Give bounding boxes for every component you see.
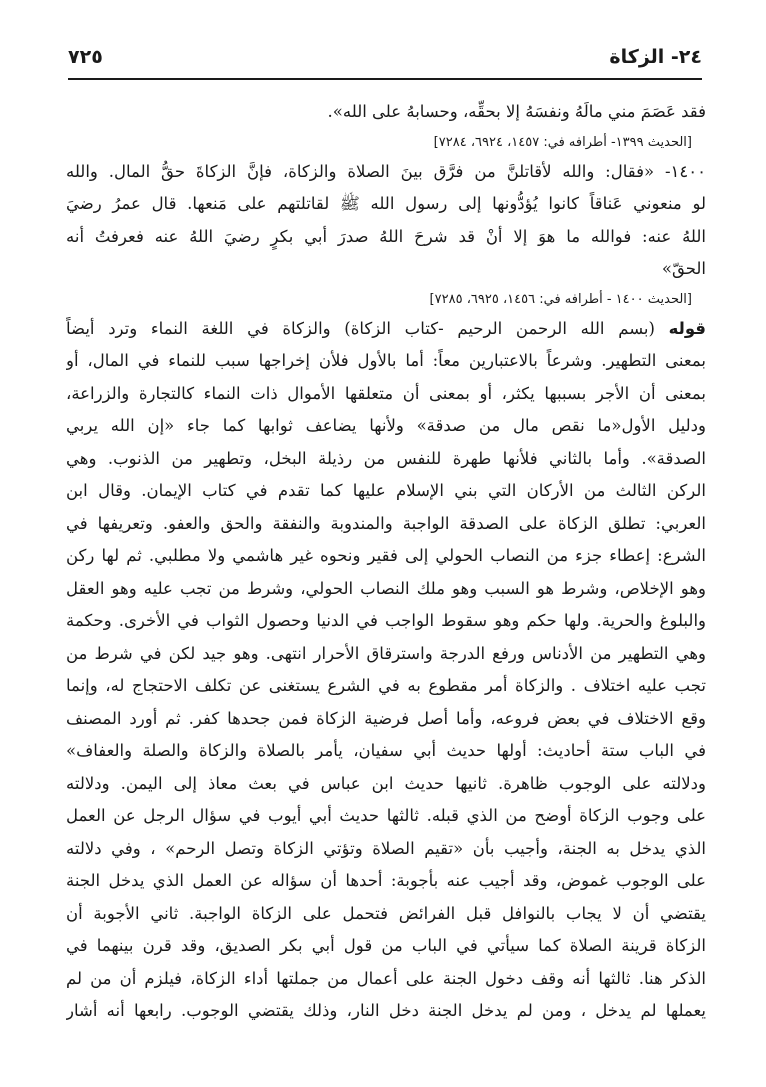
line-text: وهو الإخلاص، وشرط هو السبب وهو ملك النصاب الحولي، وشرط من تجب عليه وهو العقل	[66, 578, 706, 598]
line-text: يعملها لم يدخل ، ومن لم يدخل الجنة دخل النار، وذلك يقتضي الوجوب. رابعها أنه أشار	[66, 1001, 706, 1020]
text-line	[66, 638, 706, 671]
line-text: (بسم الله الرحمن الرحيم -كتاب الزكاة) والزكاة في اللغة النماء وترد أيضاً	[66, 318, 669, 338]
text-line	[66, 800, 706, 833]
text-line	[66, 865, 706, 898]
line-text: وقع الاختلاف في بعض فروعه، وأما أصل فرضية الزكاة فمن جحدها كفر. ثم أورد المصنف	[66, 708, 706, 728]
text-line	[66, 475, 706, 508]
header-rule	[68, 78, 702, 80]
line-text: الذكر هنا. ثالثها أنه وقف دخول الجنة على أعمال من جملتها أداء الزكاة، فيلزم أن من لم	[66, 968, 706, 988]
line-text: الزكاة قرينة الصلاة كما سيأتي في الباب من قول أبي بكر الصديق، وقد قرن بينهما في	[66, 936, 706, 955]
line-text: ودلالته على الوجوب ظاهرة. ثانيها حديث ابن عباس في بعث معاذ إلى اليمن. ودلالته	[66, 773, 706, 793]
text-line	[66, 573, 706, 606]
text-line	[66, 833, 706, 866]
body-text	[66, 96, 706, 1028]
text-line	[66, 410, 706, 443]
text-line	[66, 963, 706, 996]
line-text: والبلوغ والحرية. ولها حكم وهو سقوط الواجب في الدنيا وحصول الثواب في الأخرى. وحكمة	[66, 611, 706, 630]
line-text: [الحديث ١٤٠٠ - أطرافه في: ١٤٥٦، ٦٩٢٥، ٧٢٨٥]	[429, 291, 692, 307]
text-line	[66, 735, 706, 768]
line-text: فقد عَصَمَ مني مالَهُ ونفسَهُ إلا بحقِّه، وحسابهُ على الله».	[327, 102, 706, 121]
text-line	[66, 156, 706, 189]
line-text: الشرع: إعطاء جزء من النصاب الحولي إلى فقير ونحوه غير هاشمي ولا مطلبي. ثم لها ركن	[66, 546, 706, 565]
line-text: بمعنى التطهير. وشرعاً بالاعتبارين معاً: أما بالأول فلأن إخراجها سبب للنماء في المال، أو	[66, 351, 706, 370]
page-number: ٧٢٥	[68, 46, 103, 68]
line-text: لو منعوني عَناقاً كانوا يُؤدُّونها إلى رسول الله ﷺ لقاتلتهم على مَنعها. قال عمرُ رضيَ	[66, 194, 706, 213]
text-line	[66, 605, 706, 638]
text-line	[66, 253, 706, 286]
text-line	[66, 221, 706, 254]
line-text: في الباب ستة أحاديث: أولها حديث أبي سفيان، يأمر بالصلاة والزكاة والصلة والعفاف»	[66, 741, 706, 760]
text-line	[66, 345, 706, 378]
text-line	[66, 670, 706, 703]
text-line	[66, 96, 706, 129]
text-line	[66, 188, 706, 221]
line-text: اللهُ عنه: فوالله ما هوَ إلا أنْ قد شرحَ اللهُ صدرَ أبي بكرٍ رضيَ اللهُ عنه فعرفتُ أنه	[66, 226, 706, 246]
line-text: على وجوب الزكاة أوضح من الذي قبله. ثالثها حديث أبي أيوب في سؤال الرجل عن العمل	[66, 806, 706, 825]
text-line	[66, 443, 706, 476]
line-text: الذي يدخل به الجنة، وأجيب بأن «تقيم الصلاة وتؤتي الزكاة وتصل الرحم» ، وفي دلالته	[66, 838, 706, 858]
line-text: يقتضي أن لا يجاب بالنوافل قبل الفرائض فتحمل على الزكاة الواجبة. ثاني الأجوبة أن	[66, 903, 706, 923]
text-line	[66, 898, 706, 931]
text-line	[66, 313, 706, 346]
text-line	[66, 703, 706, 736]
line-text: العربي: تطلق الزكاة على الصدقة الواجبة والمندوبة والنفقة والحق والعفو. وتعريفها في	[66, 513, 706, 533]
text-line	[66, 540, 706, 573]
text-line	[66, 930, 706, 963]
line-text: الركن الثالث من الأركان التي بني الإسلام عليها كما تقدم في كتاب الإيمان. وقال ابن	[66, 481, 706, 500]
text-line	[66, 995, 706, 1028]
line-text: الحقّ»	[661, 259, 706, 278]
hadith-reference	[66, 286, 706, 313]
line-text: وهي التطهير من الأدناس ورفع الدرجة واسترقاق الأحرار انتهى. وهو جيد لكن في شرط من	[66, 643, 706, 663]
page-header	[68, 44, 702, 80]
text-line	[66, 768, 706, 801]
hadith-reference	[66, 129, 706, 156]
chapter-title: ٢٤- الزكاة	[609, 46, 702, 68]
text-line	[66, 378, 706, 411]
line-text: على الوجوب غموض، وقد أجيب عنه بأجوبة: أحدها أن سؤاله عن العمل الذي يدخل الجنة	[66, 871, 706, 890]
line-text: ودليل الأول«ما نقص مال من صدقة» ولأنها يضاعف ثوابها كما جاء «إن الله يربي	[66, 416, 706, 435]
line-text: بمعنى أن الأجر بسببها يكثر، أو بمعنى أن متعلقها الأموال ذات النماء كالتجارة والزراعة،	[66, 383, 706, 403]
line-text: الصدقة». وأما بالثاني فلأنها طهرة للنفس من رذيلة البخل، وتطهير من الذنوب. وهي	[66, 448, 706, 468]
lead-word: قوله	[668, 318, 706, 338]
line-text: تجب عليه اختلاف . والزكاة أمر مقطوع به في الشرع يستغنى عن تكلف الاحتجاج له، وإنما	[66, 676, 706, 695]
line-text: ١٤٠٠- «فقال: والله لأقاتلنَّ من فرَّق بينَ الصلاة والزكاة، فإنَّ الزكاةَ حقُّ المال. والله	[66, 161, 706, 181]
text-line	[66, 508, 706, 541]
line-text: [الحديث ١٣٩٩- أطرافه في: ١٤٥٧، ٦٩٢٤، ٧٢٨٤]	[433, 134, 692, 150]
